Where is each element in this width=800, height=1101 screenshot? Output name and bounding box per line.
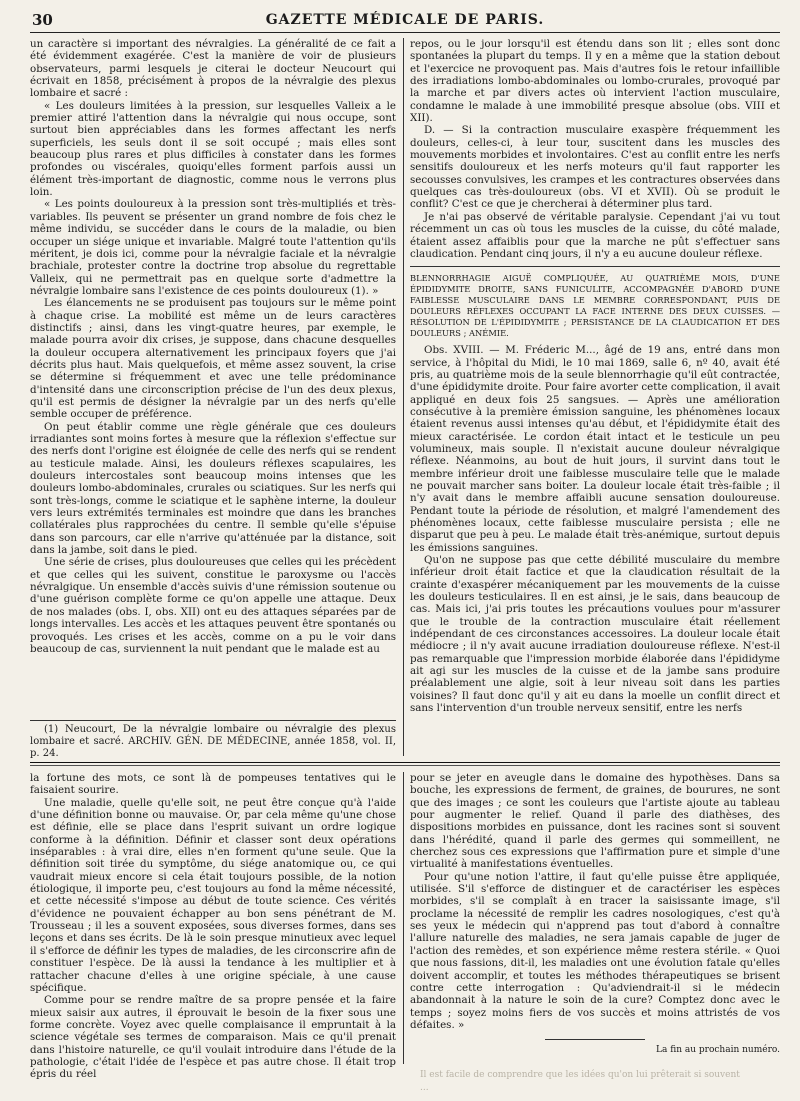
case-heading: BLENNORRHAGIE AIGUË COMPLIQUÉE, AU QUATRIÈME MOIS, D'UNE ÉPIDIDYMITE DROITE, SANS FUNICULITE, ACCOMPAGNÉE D'ABORD D'UNE FAIBLESSE MUSCULAIRE DANS LE MEMBRE CORRESPONDANT, PUIS DE DOULEURS RÉFLEXES OCCUPANT LA FACE INTERNE DES DEUX CUISSES. — RÉSOLUTION DE L'ÉPIDIDYMITE ; PERSISTANCE DE LA CLAUDICATION ET DES DOULEURS ; ANÉMIE. [410,273,780,339]
paragraph: On peut établir comme une règle générale que ces douleurs irradiantes sont moins fortes à mesure que la réflexion s'effectue sur des nerfs dont l'origine est éloignée de celle des nerfs qui se rendent au testicule malade. Ainsi, les douleurs réflexes scapulaires, les douleurs intercostales sont beaucoup moins intenses que les douleurs lombo-abdominales, crurales ou sciatiques. Sur les nerfs qui sont très-longs, comme le sciatique et le saphène interne, la douleur vers leurs extrémités terminales est moindre que dans les branches collatérales plus rapprochées du centre. Il semble qu'elle s'épuise dans son parcours, car elle n'arrive qu'atténuée par la distance, soit dans la jambe, soit dans le pied. [30,420,396,557]
paragraph: un caractère si important des névralgies. La généralité de ce fait a été évidemment exagérée. C'est la manière de voir de plusieurs observateurs, parmi lesquels je citerai le docteur Neucourt qui écrivait en 1858, précisément à propos de la névralgie des plexus lombaire et sacré : [30,38,396,100]
paragraph: D. — Si la contraction musculaire exaspère fréquemment les douleurs, celles-ci, à leur tour, suscitent dans les muscles des mouvements morbides et involontaires. C'est au conflit entre les nerfs sensitifs douloureux et les nerfs moteurs qu'il faut rapporter les secousses convulsives, les crampes et les contractures observées dans quelques cas très-douloureux (obs. VI et XVII). Où se produit le conflit? C'est ce que je chercherai à déterminer plus tard. [410,124,780,211]
bottom-left-column [30,772,396,1081]
bleed-through-text: Il est facile de comprendre que les idées qu'on lui prêterait si souvent [420,1070,740,1080]
paragraph: la fortune des mots, ce sont là de pompeuses tentatives qui le faisaient sourire. [30,772,396,797]
top-left-column [30,38,396,714]
bottom-right-column [410,772,780,1064]
section-rule-thin [30,765,780,766]
paragraph: Une série de crises, plus douloureuses que celles qui les précèdent et que celles qui les suivent, constitue le paroxysme ou l'accès névralgique. Un ensemble d'accès suivis d'une rémission soutenue ou d'une guérison complète forme ce qu'on appelle une attaque. Deux de nos malades (obs. I, obs. XII) ont eu des attaques séparées par de longs intervalles. Les accès et les attaques peuvent être spontanés ou provoqués. Les crises et les accès, comme on a pu le voir dans beaucoup de cas, surviennent la nuit pendant que le malade est au [30,556,396,655]
end-rule [545,1039,645,1040]
paragraph: Comme pour se rendre maître de sa propre pensée et la faire mieux saisir aux autres, il éprouvait le besoin de la fixer sous une forme concrète. Voyez avec quelle complaisance il empruntait à la science végétale ses termes de comparaison. Mais ce qu'il prenait dans l'histoire naturelle, ce qu'il voulait introduire dans l'étude de la pathologie, c'était l'idée de l'espèce et pas autre chose. Il était trop épris du réel [30,994,396,1081]
column-divider-bottom [403,772,404,1064]
paragraph: « Les points douloureux à la pression sont très-multipliés et très-variables. Ils peuvent se présenter un grand nombre de fois chez le même individu, se succéder dans le cours de la maladie, ou bien occuper un siége unique et invariable. Malgré toute l'attention qu'ils méritent, je dois ici, comme pour la névralgie faciale et la névralgie brachiale, protester contre la doctrine trop absolue du regrettable Valleix, qui ne permettrait pas en quelque sorte d'admettre la névralgie lombaire sans l'existence de ces points douloureux (1). » [30,198,396,297]
paragraph: repos, ou le jour lorsqu'il est étendu dans son lit ; elles sont donc spontanées la plupart du temps. Il y en a même que la station debout et l'exercice ne provoquent pas. Mais d'autres fois le retour infaillible des irradiations lombo-abdominales ou lombo-crurales, provoqué par la marche et par divers actes où intervient l'action musculaire, condamne le malade à une immobilité presque absolue (obs. VIII et XII). [410,38,780,125]
continued-note: La fin au prochain numéro. [656,1045,780,1056]
bleed-through-text: ... [420,1083,429,1093]
footnote-text: (1) Neucourt, De la névralgie lombaire ou névralgie des plexus lombaire et sacré. ARCHIV. GÉN. DE MÉDECINE, année 1858, vol. II, p. 24. [30,724,396,759]
paragraph: Les élancements ne se produisent pas toujours sur le même point à chaque crise. La mobilité est même un de leurs caractères distinctifs ; ainsi, dans les vingt-quatre heures, par exemple, le malade pourra avoir dix crises, je suppose, dans chacune desquelles la douleur occupera alternativement les principaux foyers que j'ai décrits plus haut. Mais quelquefois, et même assez souvent, la crise se détermine si fréquemment et avec une telle prédominance d'intensité dans une circonscription précise de l'un des deux plexus, qu'il est permis de désigner la névralgie par un des nerfs qu'elle semble occuper de préférence. [30,297,396,421]
section-rule [30,762,780,763]
paragraph: Pour qu'une notion l'attire, il faut qu'elle puisse être appliquée, utilisée. S'il s'efforce de distinguer et de caractériser les espèces morbides, s'il se complaît à en tracer la saisissante image, s'il proclame la nécessité de remplir les cadres nosologiques, c'est qu'à ses yeux le médecin qui n'apprend pas tout d'abord à connaître l'allure naturelle des maladies, ne sera jamais capable de juger de l'action des remèdes, et son expérience même restera stérile. « Quoi que nous fassions, dit-il, les maladies ont une évolution fatale qu'elles doivent accomplir, et toutes les méthodes thérapeutiques se brisent contre cette interrogation : Qu'adviendrait-il si le médecin abandonnait à la nature le soin de la cure? Comptez donc avec le temps ; soyez moins fiers de vos succès et moins attristés de vos défaites. » [410,870,780,1031]
page-header [30,8,780,33]
paragraph: « Les douleurs limitées à la pression, sur lesquelles Valleix a le premier attiré l'attention dans la névralgie qui nous occupe, sont surtout bien appréciables dans les formes affectant les nerfs superficiels, les seuls dont il se soit occupé ; mais elles sont beaucoup plus rares et plus difficiles à constater dans les formes profondes ou viscérales, quoiqu'elles forment parfois aussi un élément très-important de diagnostic, comme nous le verrons plus loin. [30,99,396,199]
footnote-rule [30,720,396,721]
column-divider-top [403,38,404,756]
top-right-column [410,38,780,754]
footnote [30,724,396,759]
paragraph: Qu'on ne suppose pas que cette débilité musculaire du membre inférieur droit était factice et que la claudication résultait de la crainte d'exaspérer mécaniquement par les mouvements de la cuisse les douleurs testiculaires. Il en est ainsi, je le sais, dans beaucoup de cas. Mais ici, j'ai pris toutes les précautions voulues pour m'assurer que le trouble de la contraction musculaire était réellement indépendant de ces circonstances accessoires. La douleur locale était médiocre ; il n'y avait aucune irradiation douloureuse réflexe. N'est-il pas remarquable que l'impression morbide élaborée dans l'épididyme ait agi sur les muscles de la cuisse et de la jambe sans produire préalablement une algie, soit à leur niveau soit dans les parties voisines? Il faut donc qu'il y ait eu dans la moelle un conflit direct et sans l'intervention d'un trouble nerveux sensitif, entre les nerfs [410,554,780,715]
case-rule [410,266,780,267]
running-title: GAZETTE MÉDICALE DE PARIS. [265,12,545,28]
paragraph: Une maladie, quelle qu'elle soit, ne peut être conçue qu'à l'aide d'une définition bonne ou mauvaise. Or, par cela même qu'une chose est définie, elle se place dans l'esprit suivant un ordre logique conforme à la définition. Définir et classer sont deux opérations inséparables : à vrai dire, elles n'en forment qu'une seule. Que la définition soit tirée du symptôme, du siége anatomique ou, ce qui vaudrait mieux encore si cela était toujours possible, de la notion étiologique, il importe peu, c'est toujours au fond la même nécessité, et cette nécessité s'impose au début de toute science. Ces vérités d'évidence ne pouvaient échapper au bon sens pénétrant de M. Trousseau ; il les a souvent exposées, sous diverses formes, dans ses leçons et dans ses écrits. De là le soin presque minutieux avec lequel il s'efforce de définir les types de maladies, de les circonscrire afin de constituer l'espèce. De là aussi la tendance à les multiplier et à rattacher chacune d'elles à une origine spéciale, à une cause spécifique. [30,796,396,994]
paragraph: Obs. XVIII. — M. Fréderic M..., âgé de 19 ans, entré dans mon service, à l'hôpital du Midi, le 10 mai 1869, salle 6, nº 40, avait été pris, au quatrième mois de la seule blennorrhagie qu'il eût contractée, d'une épididymite droite. Pour faire avorter cette complication, il avait appliqué en deux fois 25 sangsues. — Après une amélioration consécutive à la première émission sanguine, les phénomènes locaux étaient revenus aussi intenses qu'au début, et l'épididymite était des mieux caractérisée. Le cordon était intact et le testicule un peu volumineux, mais souple. Il n'existait aucune douleur névralgique réflexe. Néanmoins, au bout de huit jours, il survint dans tout le membre inférieur droit une faiblesse musculaire telle que le malade ne pouvait marcher sans boiter. La douleur locale était très-faible ; il n'y avait dans le membre affaibli aucune sensation douloureuse. Pendant toute la période de résolution, et malgré l'amendement des phénomènes locaux, cette faiblesse musculaire persista ; elle ne disparut que peu à peu. Le malade était très-anémique, surtout depuis les émissions sanguines. [410,344,780,554]
paragraph: Je n'ai pas observé de véritable paralysie. Cependant j'ai vu tout récemment un cas où tous les muscles de la cuisse, du côté malade, étaient assez affaiblis pour que la marche ne pût s'effectuer sans claudication. Pendant cinq jours, il n'y a eu aucune douleur réflexe. [410,210,780,260]
paragraph: pour se jeter en aveugle dans le domaine des hypothèses. Dans sa bouche, les expressions de ferment, de graines, de bourures, ne sont que des images ; ce sont les couleurs que l'artiste ajoute au tableau pour augmenter le relief. Quand il parle des diathèses, des dispositions morbides en puissance, dont les racines sont si souvent dans l'hérédité, quand il parle des germes qui sommeillent, ne cherchez sous ces expressions que l'affirmation pure et simple d'une virtualité à manifestations éventuelles. [410,772,780,871]
page-number: 30 [32,11,53,29]
